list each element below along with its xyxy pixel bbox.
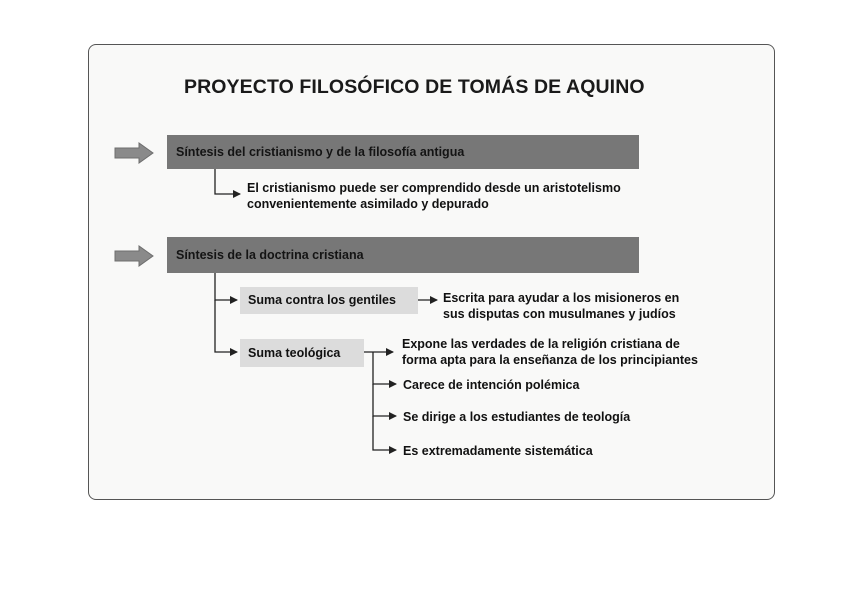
block-arrow-icon [114, 245, 154, 267]
work-label: Suma teológica [240, 339, 364, 367]
note-line: Expone las verdades de la religión cristiana de [402, 337, 680, 351]
detail-line: El cristianismo puede ser comprendido desde un aristotelismo [247, 181, 621, 195]
detail-line: convenientemente asimilado y depurado [247, 197, 489, 211]
section-heading: Síntesis de la doctrina cristiana [167, 237, 639, 273]
work-note: Es extremadamente sistemática [403, 444, 593, 458]
work-note [443, 290, 679, 322]
work-note [402, 336, 698, 368]
section-heading: Síntesis del cristianismo y de la filosofía antigua [167, 135, 639, 169]
note-line: sus disputas con musulmanes y judíos [443, 307, 676, 321]
work-label: Suma contra los gentiles [240, 287, 418, 314]
work-note: Se dirige a los estudiantes de teología [403, 410, 631, 424]
note-line: forma apta para la enseñanza de los principiantes [402, 353, 698, 367]
work-note: Carece de intención polémica [403, 378, 580, 392]
block-arrow-icon [114, 142, 154, 164]
note-line: Escrita para ayudar a los misioneros en [443, 291, 680, 305]
diagram-title: PROYECTO FILOSÓFICO DE TOMÁS DE AQUINO [184, 76, 645, 98]
section-detail [247, 180, 621, 212]
